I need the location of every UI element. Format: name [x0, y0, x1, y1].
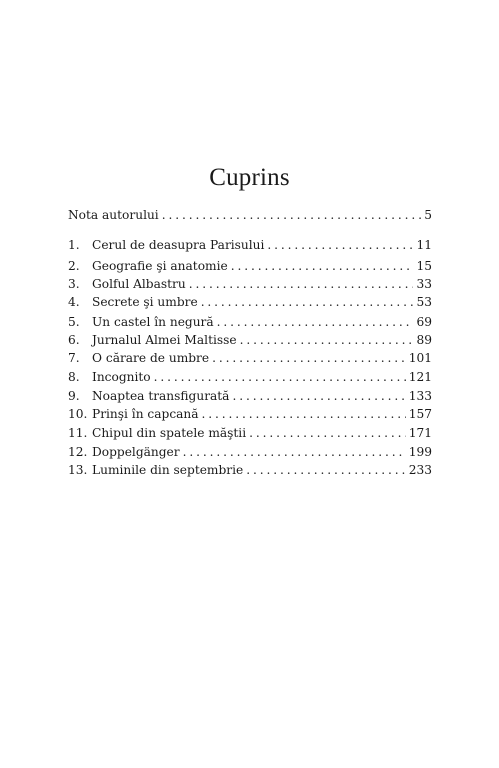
toc-entry-label: Doppelgänger	[92, 445, 180, 459]
toc-entry-number: 4.	[68, 295, 80, 309]
toc-leader-dots	[189, 275, 414, 293]
toc-entry	[68, 461, 432, 479]
toc-entry	[68, 405, 432, 423]
toc-entry-page: 53	[416, 295, 432, 309]
toc-entry-page: 33	[416, 277, 432, 291]
toc-entry-label: Secrete şi umbre	[92, 295, 198, 309]
toc-entry	[68, 424, 432, 442]
toc-leader-dots	[212, 349, 406, 367]
toc-entry	[68, 387, 432, 405]
toc-entry-page: 199	[408, 445, 432, 459]
toc-entry-label: Incognito	[92, 370, 151, 384]
toc-leader-dots	[154, 368, 406, 386]
toc-leader-dots	[202, 405, 406, 423]
toc-entry-label: O cărare de umbre	[92, 351, 210, 365]
toc-entry-label: Un castel în negură	[92, 315, 214, 329]
toc-entry	[68, 349, 432, 367]
toc-leader-dots	[231, 257, 414, 275]
toc-leader-dots	[201, 293, 414, 311]
toc-entry-page: 89	[416, 333, 432, 347]
toc-entry-number: 9.	[68, 389, 80, 403]
toc-entry	[68, 257, 432, 275]
toc-leader-dots	[267, 236, 413, 254]
toc-entry-page: 5	[424, 208, 432, 222]
toc-entry-page: 121	[408, 370, 432, 384]
toc-entry-page: 233	[408, 463, 432, 477]
toc-entry-label: Geografie şi anatomie	[92, 259, 228, 273]
toc-entry-label: Cerul de deasupra Parisului	[92, 238, 265, 252]
toc-entry-number: 5.	[68, 315, 80, 329]
toc-entry-label: Prinşi în capcană	[92, 407, 199, 421]
toc-entry-number: 8.	[68, 370, 80, 384]
toc-entry-label: Noaptea transfigurată	[92, 389, 230, 403]
toc-entry-page: 157	[408, 407, 432, 421]
toc-entry-number: 3.	[68, 277, 80, 291]
toc-entry	[68, 368, 432, 386]
toc-entry-number: 11.	[68, 426, 88, 440]
toc-leader-dots	[249, 424, 406, 442]
toc-entry	[68, 293, 432, 311]
toc-entry-author-note	[68, 206, 432, 224]
toc-entry	[68, 313, 432, 331]
toc-leader-dots	[162, 206, 422, 224]
toc-leader-dots	[183, 443, 406, 461]
toc-entry-page: 69	[416, 315, 432, 329]
toc-entry-number: 10.	[68, 407, 88, 421]
toc-entry-page: 171	[408, 426, 432, 440]
toc-entry-number: 6.	[68, 333, 80, 347]
toc-entry-label: Chipul din spatele măştii	[92, 426, 247, 440]
toc-entry-page: 133	[408, 389, 432, 403]
toc-entry-page: 101	[408, 351, 432, 365]
toc-entry	[68, 331, 432, 349]
toc-entry-number: 1.	[68, 238, 80, 252]
toc-entry-label: Nota autorului	[68, 208, 159, 222]
toc-entry	[68, 443, 432, 461]
toc-entry-page: 15	[416, 259, 432, 273]
toc-entry-label: Jurnalul Almei Maltisse	[92, 333, 237, 347]
toc-entry-label: Luminile din septembrie	[92, 463, 244, 477]
toc-entry-number: 12.	[68, 445, 88, 459]
toc-leader-dots	[217, 313, 414, 331]
toc-leader-dots	[232, 387, 405, 405]
toc-entry-number: 13.	[68, 463, 88, 477]
toc-entry-page: 11	[416, 238, 432, 252]
toc-leader-dots	[240, 331, 414, 349]
toc-entry	[68, 275, 432, 293]
page-title: Cuprins	[209, 163, 290, 191]
toc-entry-label: Golful Albastru	[92, 277, 186, 291]
toc-leader-dots	[246, 461, 406, 479]
toc-entry	[68, 236, 432, 254]
toc-entry-number: 2.	[68, 259, 80, 273]
toc-entry-number: 7.	[68, 351, 80, 365]
